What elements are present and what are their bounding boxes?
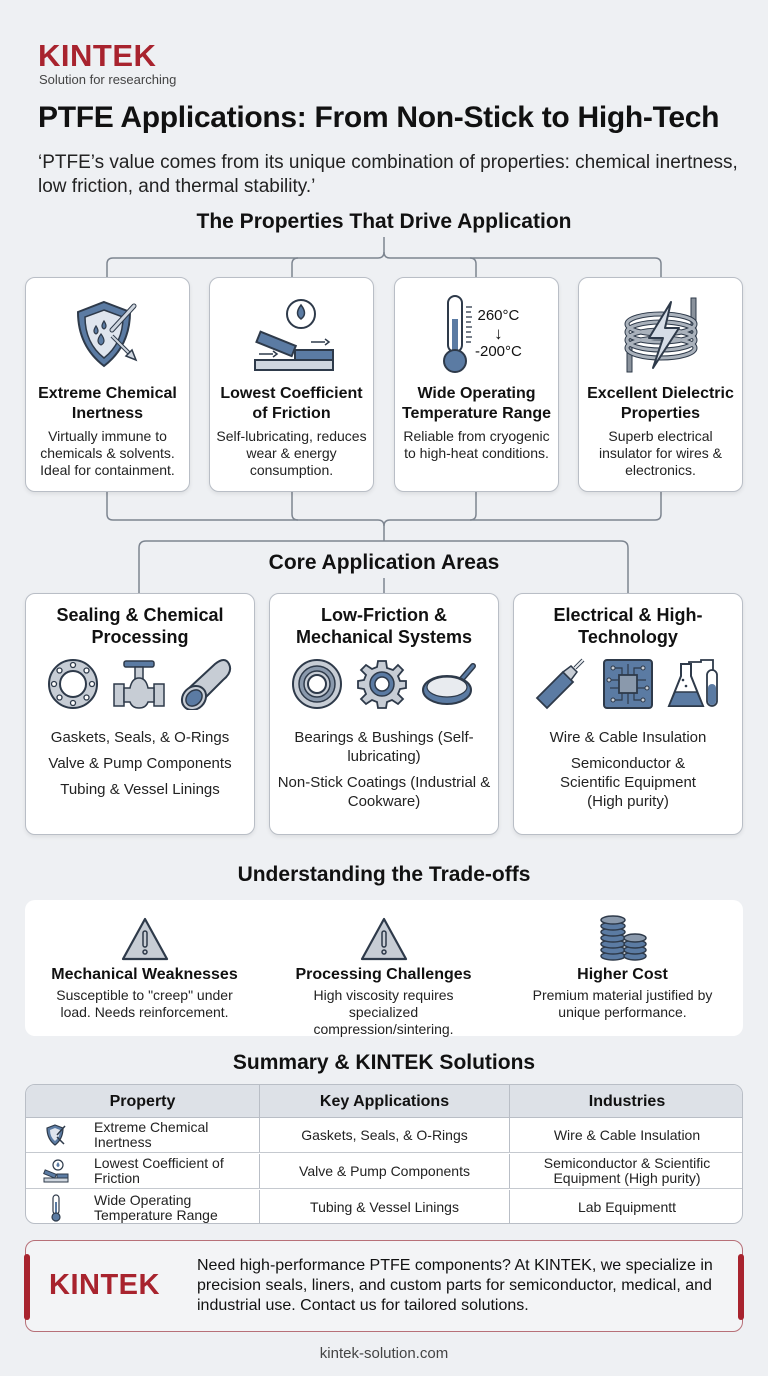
- application-list-item: Tubing & Vessel Linings: [60, 781, 220, 798]
- thermometer-icon: [38, 1194, 74, 1222]
- coax-cable-icon: [535, 658, 589, 710]
- property-title: Wide Operating Temperature Range: [401, 385, 552, 422]
- column-header-industries: Industries: [588, 1092, 666, 1110]
- gear-icon: [356, 658, 408, 710]
- table-row: [26, 1190, 743, 1224]
- application-list-item: Semiconductor & Scientific Equipment (High purity): [560, 755, 696, 810]
- table-cell-property: Extreme Chemical Inertness: [94, 1119, 209, 1150]
- summary-table: [25, 1084, 743, 1224]
- application-title: Electrical & High-Technology: [553, 605, 703, 647]
- table-cell-application: Valve & Pump Components: [260, 1154, 510, 1188]
- table-cell-property: Wide Operating Temperature Range: [94, 1191, 218, 1223]
- shield-chemical-icon: [26, 292, 189, 376]
- table-cell-industry: Wire & Cable Insulation: [553, 1126, 701, 1143]
- property-description: Self-lubricating, reduces wear & energy consumption.: [216, 428, 367, 478]
- kintek-logo: KINTEK: [38, 38, 157, 73]
- applications-section-title: Core Application Areas: [268, 551, 500, 574]
- cta-kintek-logo: KINTEK: [49, 1269, 160, 1301]
- property-title: Excellent Dielectric Properties: [587, 385, 734, 422]
- property-card-dielectric: [578, 277, 743, 492]
- property-card-low-friction: [209, 277, 374, 492]
- tradeoff-title: Higher Cost: [577, 966, 668, 983]
- thermometer-icon: [395, 292, 558, 376]
- down-arrow-icon: ↓: [494, 324, 503, 343]
- cta-banner: [25, 1240, 743, 1332]
- temp-high-label: 260°C: [477, 307, 520, 324]
- application-card-electrical: [513, 593, 743, 835]
- tradeoff-description: High viscosity requires specialized compression/sintering.: [313, 987, 454, 1037]
- application-list-item: Valve & Pump Components: [48, 755, 232, 772]
- property-title: Extreme Chemical Inertness: [38, 385, 177, 422]
- valve-icon: [112, 658, 166, 710]
- temp-low-label: -200°C: [475, 343, 522, 360]
- tradeoff-cost: [503, 900, 742, 1021]
- application-list-item: Bearings & Bushings (Self-lubricating): [294, 729, 474, 765]
- summary-section-title: Summary & KINTEK Solutions: [232, 1051, 536, 1074]
- tradeoff-description: Susceptible to "creep" under load. Needs reinforcement.: [56, 987, 233, 1020]
- application-list-item: Gaskets, Seals, & O-Rings: [50, 729, 230, 746]
- lab-flask-icon: [667, 658, 721, 710]
- column-header-property: Property: [26, 1085, 260, 1117]
- application-list-item: Wire & Cable Insulation: [549, 729, 707, 746]
- property-card-temperature-range: [394, 277, 559, 492]
- warning-triangle-icon: [25, 900, 264, 962]
- accent-bar-left: [24, 1254, 30, 1320]
- shield-chemical-icon: [38, 1123, 74, 1147]
- properties-section-title: The Properties That Drive Application: [196, 210, 572, 233]
- cta-text: Need high-performance PTFE components? At KINTEK, we specialize in precision seals, liners, and custom parts for semiconductor, medical, and industrial use. Contact us for tailored solutions.: [197, 1257, 713, 1314]
- application-title: Sealing & Chemical Processing: [56, 605, 224, 647]
- coil-lightning-icon: [579, 292, 742, 376]
- property-description: Reliable from cryogenic to high-heat conditions.: [403, 428, 550, 461]
- page-title: PTFE Applications: From Non-Stick to High-Tech: [38, 101, 720, 134]
- gasket-flange-icon: [47, 658, 99, 710]
- table-cell-application: Tubing & Vessel Linings: [260, 1190, 510, 1224]
- tradeoff-mechanical: [25, 900, 264, 1021]
- microchip-icon: [602, 658, 654, 710]
- application-card-sealing: [25, 593, 255, 835]
- column-header-applications: Key Applications: [260, 1085, 510, 1117]
- table-header: [26, 1085, 743, 1118]
- tradeoff-title: Processing Challenges: [295, 966, 472, 983]
- property-description: Virtually immune to chemicals & solvents. Ideal for containment.: [40, 428, 175, 478]
- friction-slide-icon: [210, 292, 373, 376]
- table-cell-application: Gaskets, Seals, & O-Rings: [260, 1118, 510, 1152]
- property-description: Superb electrical insulator for wires & electronics.: [599, 428, 722, 478]
- table-cell-industry: Semiconductor & Scientific Equipment (High purity): [543, 1155, 711, 1186]
- frying-pan-icon: [421, 660, 477, 708]
- logo-tagline: Solution for researching: [39, 72, 177, 87]
- property-title: Lowest Coefficient of Friction: [220, 385, 363, 422]
- application-title: Low-Friction & Mechanical Systems: [295, 605, 473, 647]
- table-cell-property: Lowest Coefficient of Friction: [94, 1155, 224, 1186]
- friction-slide-icon: [38, 1159, 74, 1183]
- tradeoffs-section-title: Understanding the Trade-offs: [237, 863, 531, 886]
- application-card-low-friction: [269, 593, 499, 835]
- coin-stack-icon: [503, 900, 742, 962]
- warning-triangle-icon: [264, 900, 503, 962]
- property-card-chemical-inertness: [25, 277, 190, 492]
- tradeoff-processing: [264, 900, 503, 1038]
- tube-icon: [179, 658, 233, 710]
- application-list-item: Non-Stick Coatings (Industrial & Cookware): [277, 774, 491, 810]
- table-cell-industry: Lab Equipmentt: [577, 1199, 677, 1215]
- website-link[interactable]: kintek-solution.com: [319, 1345, 449, 1362]
- tradeoff-description: Premium material justified by unique performance.: [532, 987, 713, 1020]
- bearing-icon: [291, 658, 343, 710]
- page-subtitle: ‘PTFE’s value comes from its unique combination of properties: chemical inertness, low friction, and thermal stability.’: [38, 152, 738, 197]
- tradeoff-title: Mechanical Weaknesses: [51, 966, 238, 983]
- accent-bar-right: [738, 1254, 744, 1320]
- table-row: [26, 1118, 743, 1153]
- table-row: [26, 1154, 743, 1189]
- tradeoffs-panel: [25, 900, 743, 1036]
